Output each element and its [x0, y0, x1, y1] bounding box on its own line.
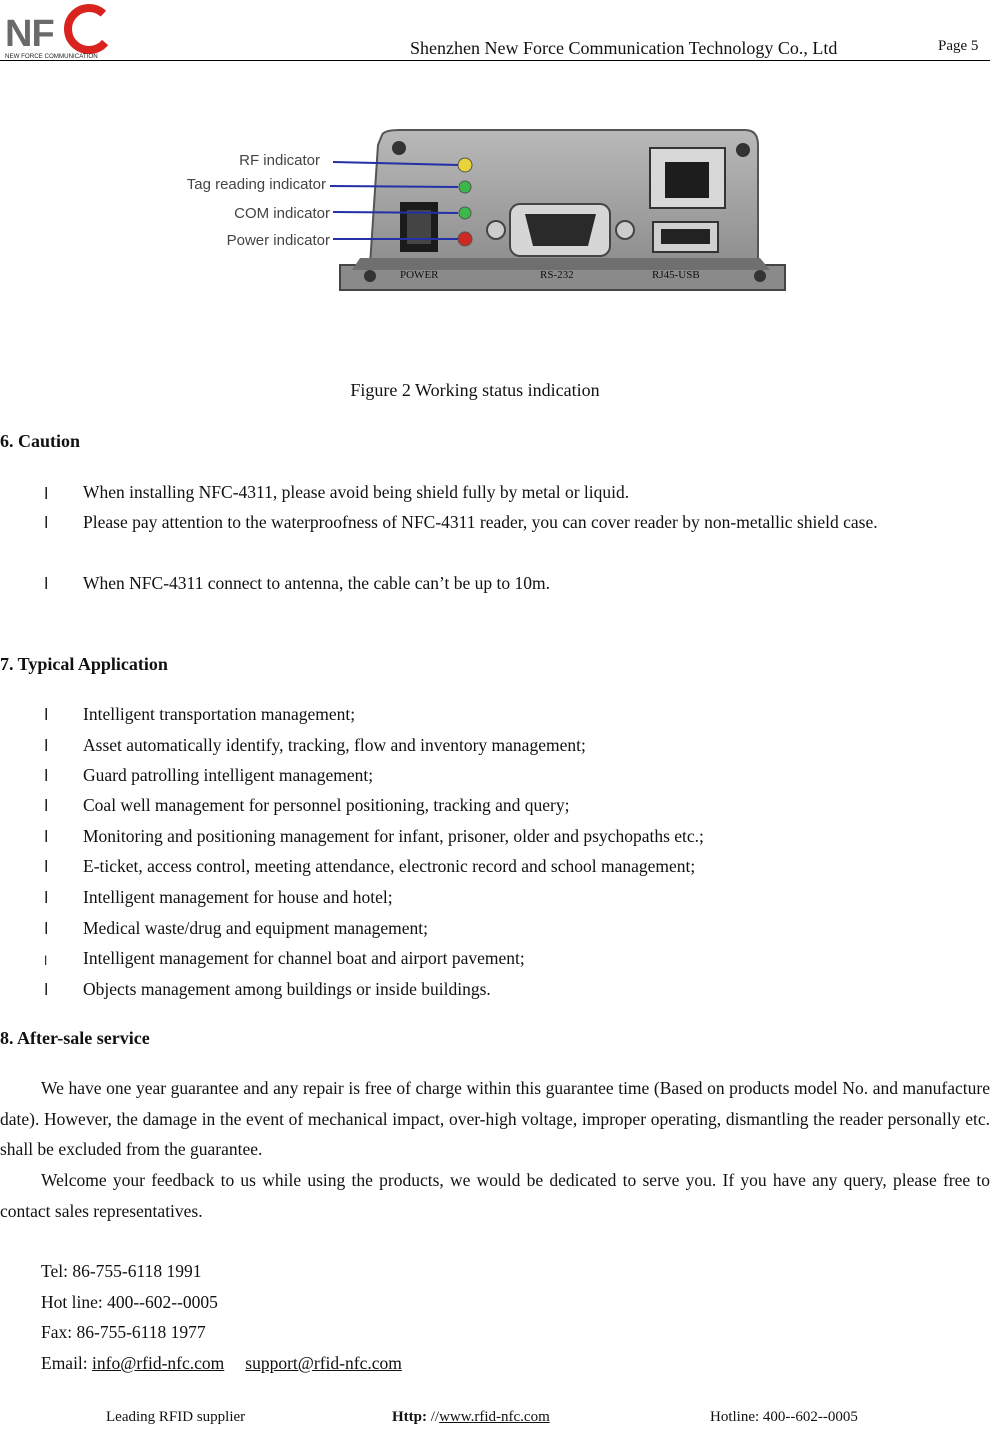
bullet-icon: l [44, 574, 49, 593]
application-item: Medical waste/drug and equipment management; [83, 918, 429, 938]
application-item: Intelligent management for house and hotel; [83, 887, 393, 907]
bullet-icon: l [44, 513, 49, 532]
panel-label-rs232: RS-232 [540, 269, 574, 281]
label-rf-indicator: RF indicator [239, 152, 320, 169]
footer-hotline: Hotline: 400--602--0005 [710, 1409, 858, 1425]
bullet-icon: l [44, 980, 49, 999]
bullet-icon: l [44, 736, 49, 755]
application-item: Objects management among buildings or inside buildings. [83, 979, 491, 999]
header-rule [0, 60, 990, 61]
service-heading: 8. After-sale service [0, 1028, 150, 1048]
footer-url-link[interactable]: www.rfid-nfc.com [439, 1409, 550, 1425]
application-item: E-ticket, access control, meeting attendance, electronic record and school management; [83, 856, 696, 876]
label-power-indicator: Power indicator [226, 232, 330, 249]
service-paragraph: Welcome your feedback to us while using the products, we would be dedicated to serve you. If you have any query, please free to contact sales representatives. [0, 1170, 990, 1221]
application-item: Monitoring and positioning management for infant, prisoner, older and psychopaths etc.; [83, 826, 704, 846]
logo-text: NF [5, 13, 54, 55]
caution-item: Please pay attention to the waterproofness of NFC-4311 reader, you can cover reader by non-metallic shield case. [83, 512, 878, 532]
service-paragraph: We have one year guarantee and any repair is free of charge within this guarantee time (Based on products model No. and manufacture date). However, the damage in the event of mechanical impact, over-high voltage, improper operating, dismantling the reader personally etc. shall be excluded from the guarantee. [0, 1078, 990, 1159]
footer-http-label: Http: [392, 1409, 427, 1425]
caution-heading: 6. Caution [0, 431, 81, 451]
application-item: Intelligent management for channel boat and airport pavement; [83, 948, 525, 968]
application-heading: 7. Typical Application [0, 654, 168, 674]
bullet-icon: l [44, 484, 49, 503]
bullet-icon: l [44, 827, 49, 846]
footer-http-prefix: // [427, 1409, 440, 1425]
com-led [459, 207, 471, 219]
figure-caption: Figure 2 Working status indication [350, 380, 600, 400]
email-label: Email: [41, 1353, 93, 1373]
contact-hotline: Hot line: 400--602--0005 [41, 1292, 218, 1312]
panel-label-rj45-usb: RJ45-USB [652, 269, 700, 281]
bullet-icon: l [44, 796, 49, 815]
rf-led [458, 158, 472, 172]
bullet-icon: l [44, 705, 49, 724]
bullet-icon: l [44, 888, 49, 907]
email-link-support[interactable]: support@rfid-nfc.com [245, 1353, 402, 1373]
power-led [458, 232, 472, 246]
footer-tagline: Leading RFID supplier [106, 1409, 246, 1425]
footer-website [392, 1409, 550, 1426]
contact-fax: Fax: 86-755-6118 1977 [41, 1322, 206, 1342]
application-item: Guard patrolling intelligent management; [83, 765, 374, 785]
label-com-indicator: COM indicator [234, 205, 330, 222]
caution-item: When NFC-4311 connect to antenna, the cable can’t be up to 10m. [83, 573, 551, 593]
bullet-icon: l [44, 954, 48, 968]
bullet-icon: l [44, 857, 49, 876]
bullet-icon: l [44, 766, 49, 785]
tag-reading-led [459, 181, 471, 193]
device-photo [160, 100, 800, 310]
application-item: Intelligent transportation management; [83, 704, 356, 724]
page-number: Page 5 [938, 38, 979, 54]
caution-item: When installing NFC-4311, please avoid being shield fully by metal or liquid. [83, 482, 630, 502]
contact-tel: Tel: 86-755-6118 1991 [41, 1261, 202, 1281]
logo-subtitle: NEW FORCE COMMUNICATION [5, 53, 98, 60]
header-company-name: Shenzhen New Force Communication Technology Co., Ltd [410, 38, 838, 58]
panel-label-power: POWER [400, 269, 439, 281]
bullet-icon: l [44, 919, 49, 938]
email-link-info[interactable]: info@rfid-nfc.com [92, 1353, 225, 1373]
contact-email [41, 1353, 402, 1374]
company-logo [3, 2, 115, 60]
application-item: Asset automatically identify, tracking, flow and inventory management; [83, 735, 586, 755]
label-tag-reading-indicator: Tag reading indicator [186, 176, 326, 193]
application-item: Coal well management for personnel positioning, tracking and query; [83, 795, 570, 815]
